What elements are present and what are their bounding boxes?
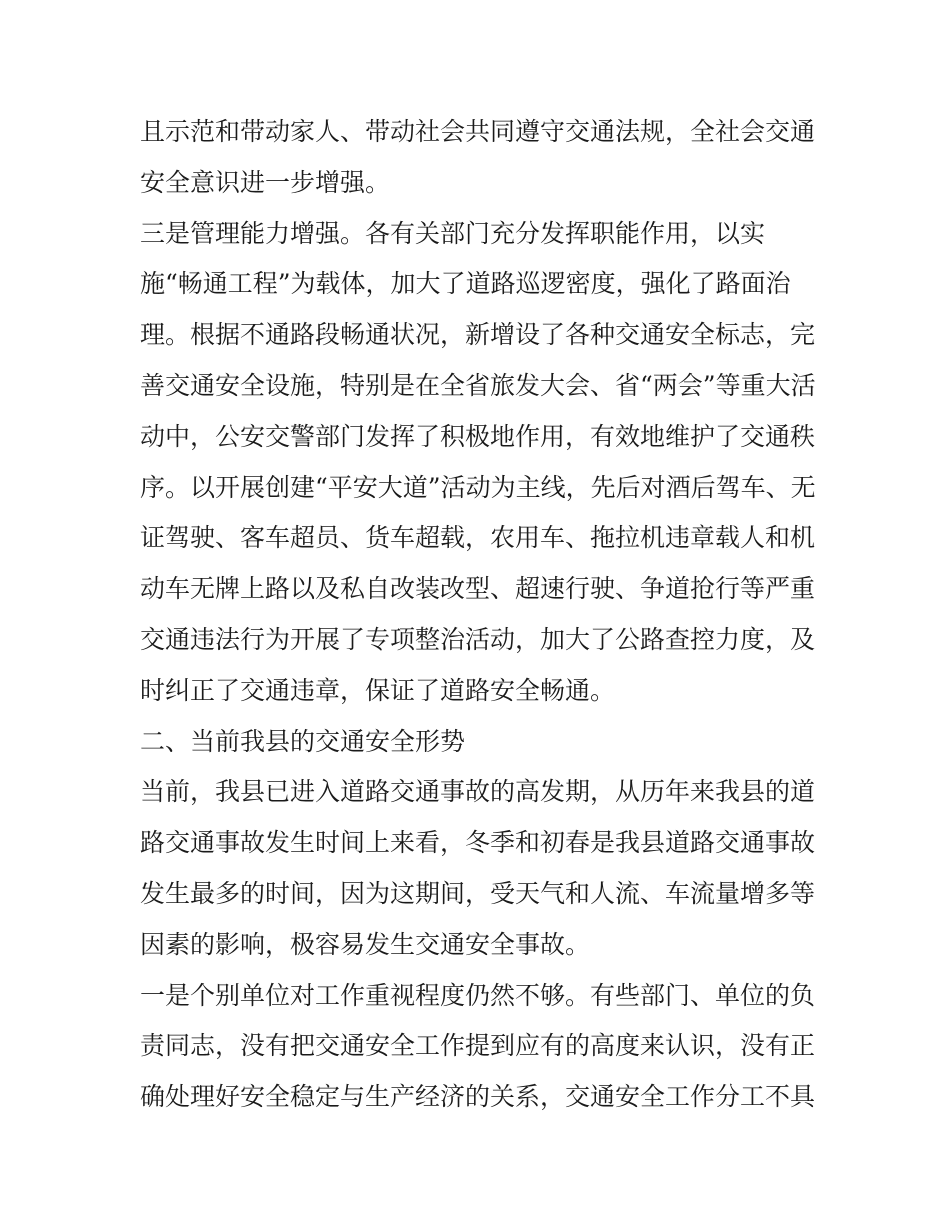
text-line: 发生最多的时间，因为这期间，受天气和人流、车流量增多等: [140, 878, 816, 908]
body-text: [140, 107, 830, 1123]
text-line: 证驾驶、客车超员、货车超载，农用车、拖拉机违章载人和机: [140, 523, 816, 553]
text-line: 一是个别单位对工作重视程度仍然不够。有些部门、单位的负: [140, 980, 816, 1010]
text-line: 理。根据不通路段畅通状况，新增设了各种交通安全标志，完: [140, 320, 816, 350]
text-line: 因素的影响，极容易发生交通安全事故。: [140, 929, 591, 959]
text-line: 善交通安全设施，特别是在全省旅发大会、省“两会”等重大活: [140, 370, 816, 400]
text-line: 序。以开展创建“平安大道”活动为主线，先后对酒后驾车、无: [140, 472, 816, 502]
text-line: 责同志，没有把交通安全工作提到应有的高度来认识，没有正: [140, 1031, 816, 1061]
text-line: 动中，公安交警部门发挥了积极地作用，有效地维护了交通秩: [140, 421, 816, 451]
text-line: 时纠正了交通违章，保证了道路安全畅通。: [140, 675, 616, 705]
text-line: 且示范和带动家人、带动社会共同遵守交通法规，全社会交通: [140, 117, 816, 146]
text-line: 路交通事故发生时间上来看，冬季和初春是我县道路交通事故: [140, 828, 816, 858]
text-line: 动车无牌上路以及私自改装改型、超速行驶、争道抢行等严重: [140, 574, 816, 604]
text-line: 三是管理能力增强。各有关部门充分发挥职能作用，以实: [140, 218, 766, 248]
text-line: 安全意识进一步增强。: [140, 167, 391, 197]
section-heading: 二、当前我县的交通安全形势: [140, 726, 466, 756]
text-line: 当前，我县已进入道路交通事故的高发期，从历年来我县的道: [140, 777, 816, 807]
text-line: 交通违法行为开展了专项整治活动，加大了公路查控力度，及: [140, 624, 816, 654]
text-line: 施“畅通工程”为载体，加大了道路巡逻密度，强化了路面治: [140, 269, 791, 299]
text-line: 确处理好安全稳定与生产经济的关系，交通安全工作分工不具: [140, 1082, 816, 1112]
